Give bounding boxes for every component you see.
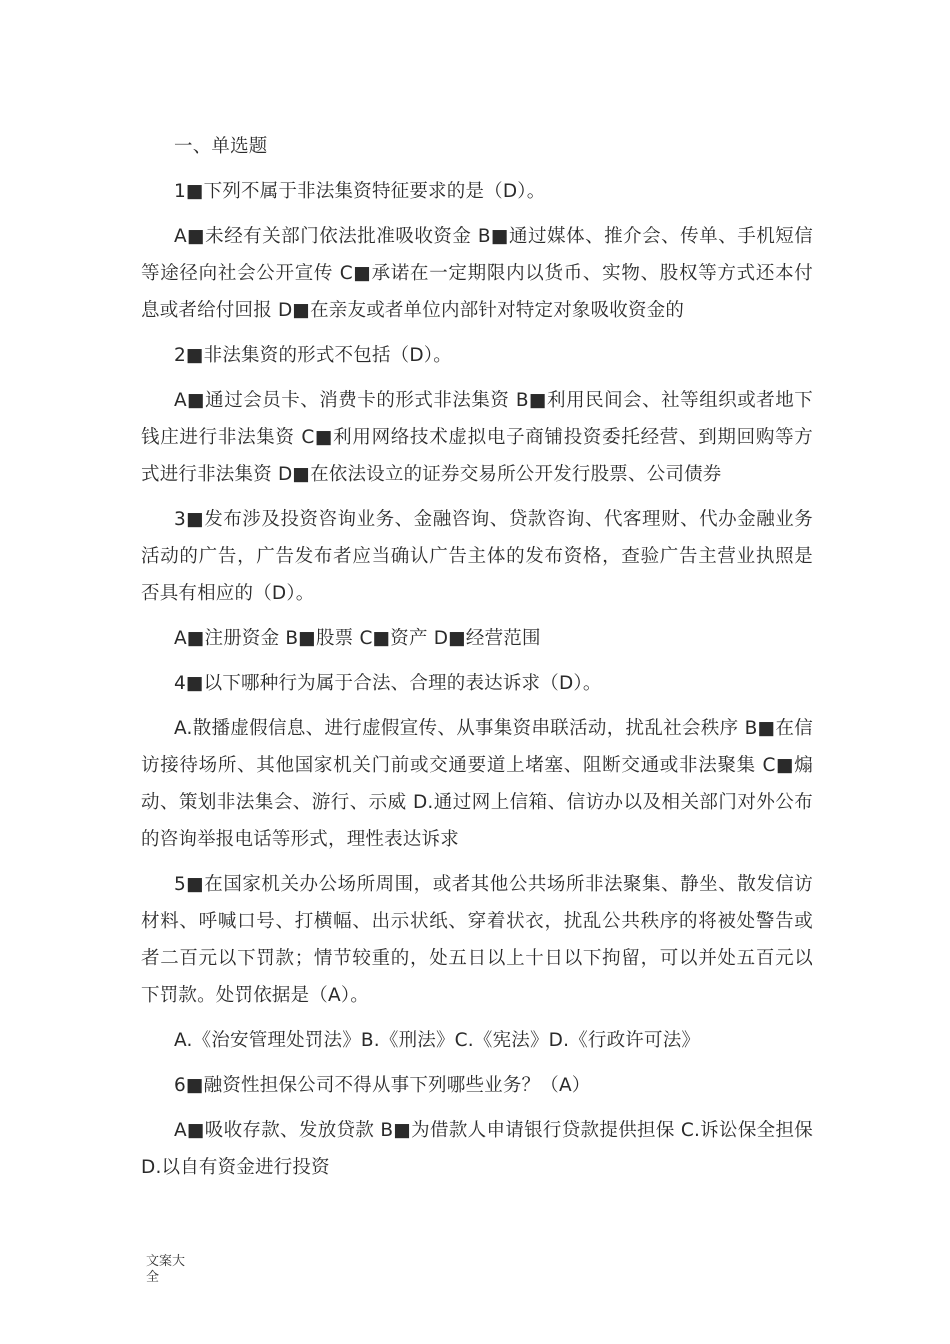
question-1-options: A■未经有关部门依法批准吸收资金 B■通过媒体、推介会、传单、手机短信等途径向社会公开宣传 C■承诺在一定期限内以货币、实物、股权等方式还本付息或者给付回报 D■在亲友或者单位内部针对特定对象吸收资金的 (141, 226, 813, 321)
question-2-options: A■通过会员卡、消费卡的形式非法集资 B■利用民间会、社等组织或者地下钱庄进行非法集资 C■利用网络技术虚拟电子商铺投资委托经营、到期回购等方式进行非法集资 D■在依法设立的证券交易所公开发行股票、公司债券 (141, 390, 813, 485)
question-3: 3■发布涉及投资咨询业务、金融咨询、贷款咨询、代客理财、代办金融业务活动的广告，广告发布者应当确认广告主体的发布资格，查验广告主营业执照是否具有相应的（D）。 (141, 509, 813, 604)
question-5: 5■在国家机关办公场所周围，或者其他公共场所非法聚集、静坐、散发信访材料、呼喊口号、打横幅、出示状纸、穿着状衣，扰乱公共秩序的将被处警告或者二百元以下罚款；情节较重的，处五日以上十日以下拘留，可以并处五百元以下罚款。处罚依据是（A）。 (141, 874, 813, 1006)
page-footer: 文案大全 (146, 1254, 186, 1285)
question-6: 6■融资性担保公司不得从事下列哪些业务？（A） (174, 1075, 591, 1096)
document-body (141, 128, 813, 1194)
question-2: 2■非法集资的形式不包括（D）。 (174, 345, 452, 366)
question-3-options: A■注册资金 B■股票 C■资产 D■经营范围 (174, 628, 541, 649)
question-1: 1■下列不属于非法集资特征要求的是（D）。 (174, 181, 546, 202)
section-heading: 一、单选题 (174, 136, 268, 157)
question-6-options: A■吸收存款、发放贷款 B■为借款人申请银行贷款提供担保 C.诉讼保全担保 D.以自有资金进行投资 (141, 1120, 813, 1178)
question-4: 4■以下哪种行为属于合法、合理的表达诉求（D）。 (174, 673, 602, 694)
question-4-options: A.散播虚假信息、进行虚假宣传、从事集资串联活动，扰乱社会秩序 B■在信访接待场所、其他国家机关门前或交通要道上堵塞、阻断交通或非法聚集 C■煽动、策划非法集会、游行、示威 D.通过网上信箱、信访办以及相关部门对外公布的咨询举报电话等形式，理性表达诉求 (141, 718, 813, 850)
question-5-options: A.《治安管理处罚法》B.《刑法》C.《宪法》D.《行政许可法》 (174, 1030, 701, 1051)
